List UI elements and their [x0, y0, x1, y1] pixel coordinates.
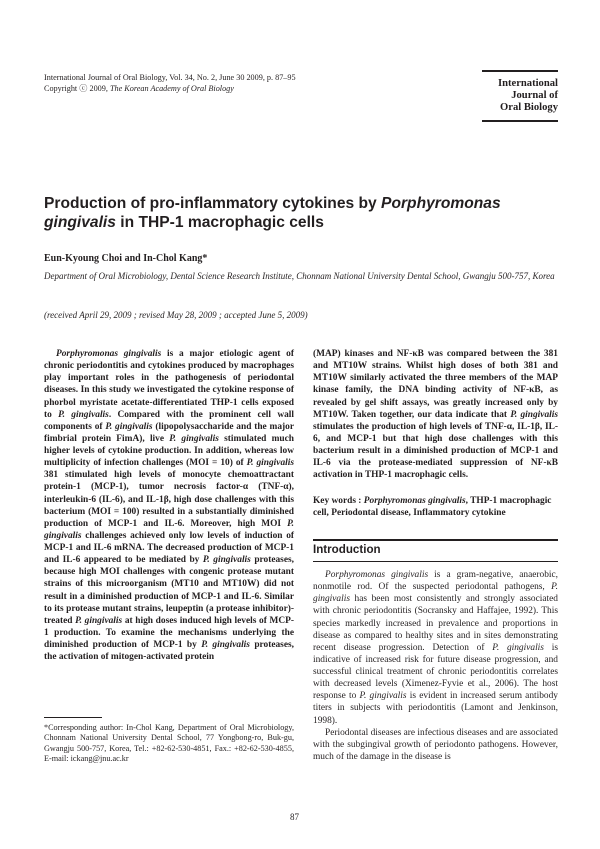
footnote-rule [44, 717, 102, 718]
abstract-text: (lipopolysaccharide and the major fimbrial protein FimA), live [44, 421, 294, 444]
abstract-text: stimulated much higher levels of cytokine production. In addition, whereas low multiplicity of infection challenges (MOI = 10) of [44, 433, 294, 469]
citation-line: International Journal of Oral Biology, Vol. 34, No. 2, June 30 2009, p. 87–95 [44, 73, 296, 82]
journal-box-top-rule [482, 70, 558, 72]
abstract-text: proteases, the activation of mitogen-activated protein [44, 640, 294, 663]
intro-paragraph-1 [313, 569, 558, 727]
title-species-genus: Porphyromonas [381, 195, 501, 212]
abstract-text: 381 stimulated high levels of monocyte chemoattractant protein-1 (MCP-1), tumor necrosis factor-α (TNF-α), interleukin-6 (IL-6), and IL-1β, high dose challenges with this bacterium (MOI = 100) resulted in a substantially diminished production of MCP-1 and IL-6. Moreover, high MOI [44, 470, 294, 529]
authors: Eun-Kyoung Choi and In-Chol Kang* [44, 253, 208, 264]
intro-species: P. gingivalis [359, 691, 407, 702]
journal-name-line2: Journal of [511, 90, 558, 102]
abstract-left-column [44, 348, 294, 663]
copyright-line [44, 84, 464, 95]
abstract-text: at high doses induced high levels of MCP-1 production. To examine the mechanisms underlying the diminished production of MCP-1 by [44, 615, 294, 650]
keywords-label: Key words : [313, 496, 364, 506]
abstract-species: P. gingivalis [75, 615, 123, 626]
intro-species: Porphyromonas gingivalis [325, 570, 429, 580]
corresponding-author-footnote: *Corresponding author: In-Chol Kang, Department of Oral Microbiology, Chonnam National University Dental School, 77 Yongbong-ro, Buk-gu, Gwangju 500-757, Korea, Tel.: +82-62-530-4851, Fax.: +82-62-530-4855, E-mail: ickang@jnu.ac.kr [44, 723, 294, 764]
abstract-species: P. gingivalis [201, 640, 250, 650]
affiliation: Department of Oral Microbiology, Dental Science Research Institute, Chonnam National University Dental School, Gwangju 500-757, Korea [44, 271, 555, 281]
keywords [313, 495, 558, 519]
intro-paragraph-2: Periodontal diseases are infectious diseases and are associated with the subgingival growth of periodonto pathogens. However, much of the damage in the disease is [313, 727, 558, 762]
abstract-species: P. gingivalis [246, 458, 294, 469]
abstract-text: is a major etiologic agent of chronic periodontitis and cytokines produced by macrophages play important roles in the pathogenesis of periodontal diseases. In this study we investigated the cytokine response of phorbol myristate acetate-differentiated THP-1 cells exposed to [44, 349, 294, 420]
abstract-text: proteases, because high MOI challenges with congenic protease mutant strains of this microorganism (MT10 and MT10W) did not result in a diminished production of MCP-1 and IL-6. Similar to its protease mutant strains, leupeptin (a protease inhibitor)-treated [44, 555, 294, 626]
abstract-species: P. gingivalis [169, 433, 219, 444]
abstract-species: P. gingivalis [105, 421, 153, 432]
abstract-species: P. gingivalis [58, 409, 109, 420]
intro-text: is evident in increased serum antibody titers in subjects with periodontitis (Lamont and Jenkinson, 1998). [313, 691, 558, 726]
intro-text: is a gram-negative, anaerobic, nonmotile rod. Of the suspected periodontal pathogens, [313, 570, 558, 593]
journal-name-line3: Oral Biology [500, 102, 558, 114]
copyright-prefix: Copyright ⓒ 2009, [44, 83, 110, 93]
keywords-list: , THP-1 macrophagic cell, Periodontal disease, Inflammatory cytokine [313, 496, 552, 519]
intro-species: P. gingivalis [492, 642, 544, 653]
section-bottom-rule [313, 561, 558, 562]
title-text-1: Production of pro-inflammatory cytokines by [44, 195, 382, 212]
section-heading-introduction: Introduction [313, 543, 381, 556]
copyright-holder: The Korean Academy of Oral Biology [109, 83, 234, 93]
journal-name-box [482, 70, 558, 122]
abstract-species: P. gingivalis [202, 555, 251, 566]
keyword-species: Porphyromonas gingivalis [363, 496, 466, 506]
title-species-name: gingivalis [44, 214, 116, 231]
page-number: 87 [290, 812, 299, 822]
abstract-right-column [313, 348, 558, 481]
abstract-text: challenges achieved only low levels of induction of MCP-1 and IL-6 mRNA. The decreased production of MCP-1 and IL-6 appeared to be mediated by [44, 530, 294, 566]
intro-species: P. gingivalis [313, 582, 558, 605]
abstract-text: . Compared with the prominent cell wall components of [44, 409, 294, 432]
introduction-body [313, 569, 558, 763]
title-text-2: in THP-1 macrophagic cells [115, 214, 324, 231]
abstract-species: Porphyromonas gingivalis [56, 349, 162, 359]
abstract-text: (MAP) kinases and NF-κB was compared between the 381 and MT10W strains. Whilst high doses of both 381 and MT10W similarly activated the three members of the MAP kinase family, the DNA binding activity of NF-κB, as revealed by gel shift assays, was greatly increased only by MT10W. Taken together, our data indicate that [313, 349, 558, 420]
abstract-text: stimulates the production of high levels of TNF-α, IL-1β, IL-6, and MCP-1 but that high dose challenges with this bacterium result in a diminished production of MCP-1 and IL-6 via the protease-mediated suppression of NF-κB activation in THP-1 macrophagic cells. [313, 421, 558, 481]
intro-text: is indicative of increased risk for future disease progression, and successful clinical treatment of chronic periodontitis correlates with decreased levels (Ximenez-Fyvie et al., 2006). The host response to [313, 642, 558, 702]
journal-name-line1: International [497, 78, 558, 89]
journal-name [498, 78, 558, 115]
journal-box-bottom-rule [482, 120, 558, 122]
section-top-rule [313, 539, 558, 541]
abstract-species: P. gingivalis [510, 409, 558, 420]
journal-citation-header [44, 73, 464, 94]
article-title [44, 194, 554, 232]
received-dates: (received April 29, 2009 ; revised May 28, 2009 ; accepted June 5, 2009) [44, 310, 308, 320]
abstract-species: P. gingivalis [44, 518, 294, 541]
intro-text: has been most consistently and strongly associated with chronic periodontitis (Socransky and Haffajee, 1992). This species markedly increased in prevalence and proportions in disease as compared to healthy sites and in sites demonstrating recent disease progression. Detection of [313, 594, 558, 653]
